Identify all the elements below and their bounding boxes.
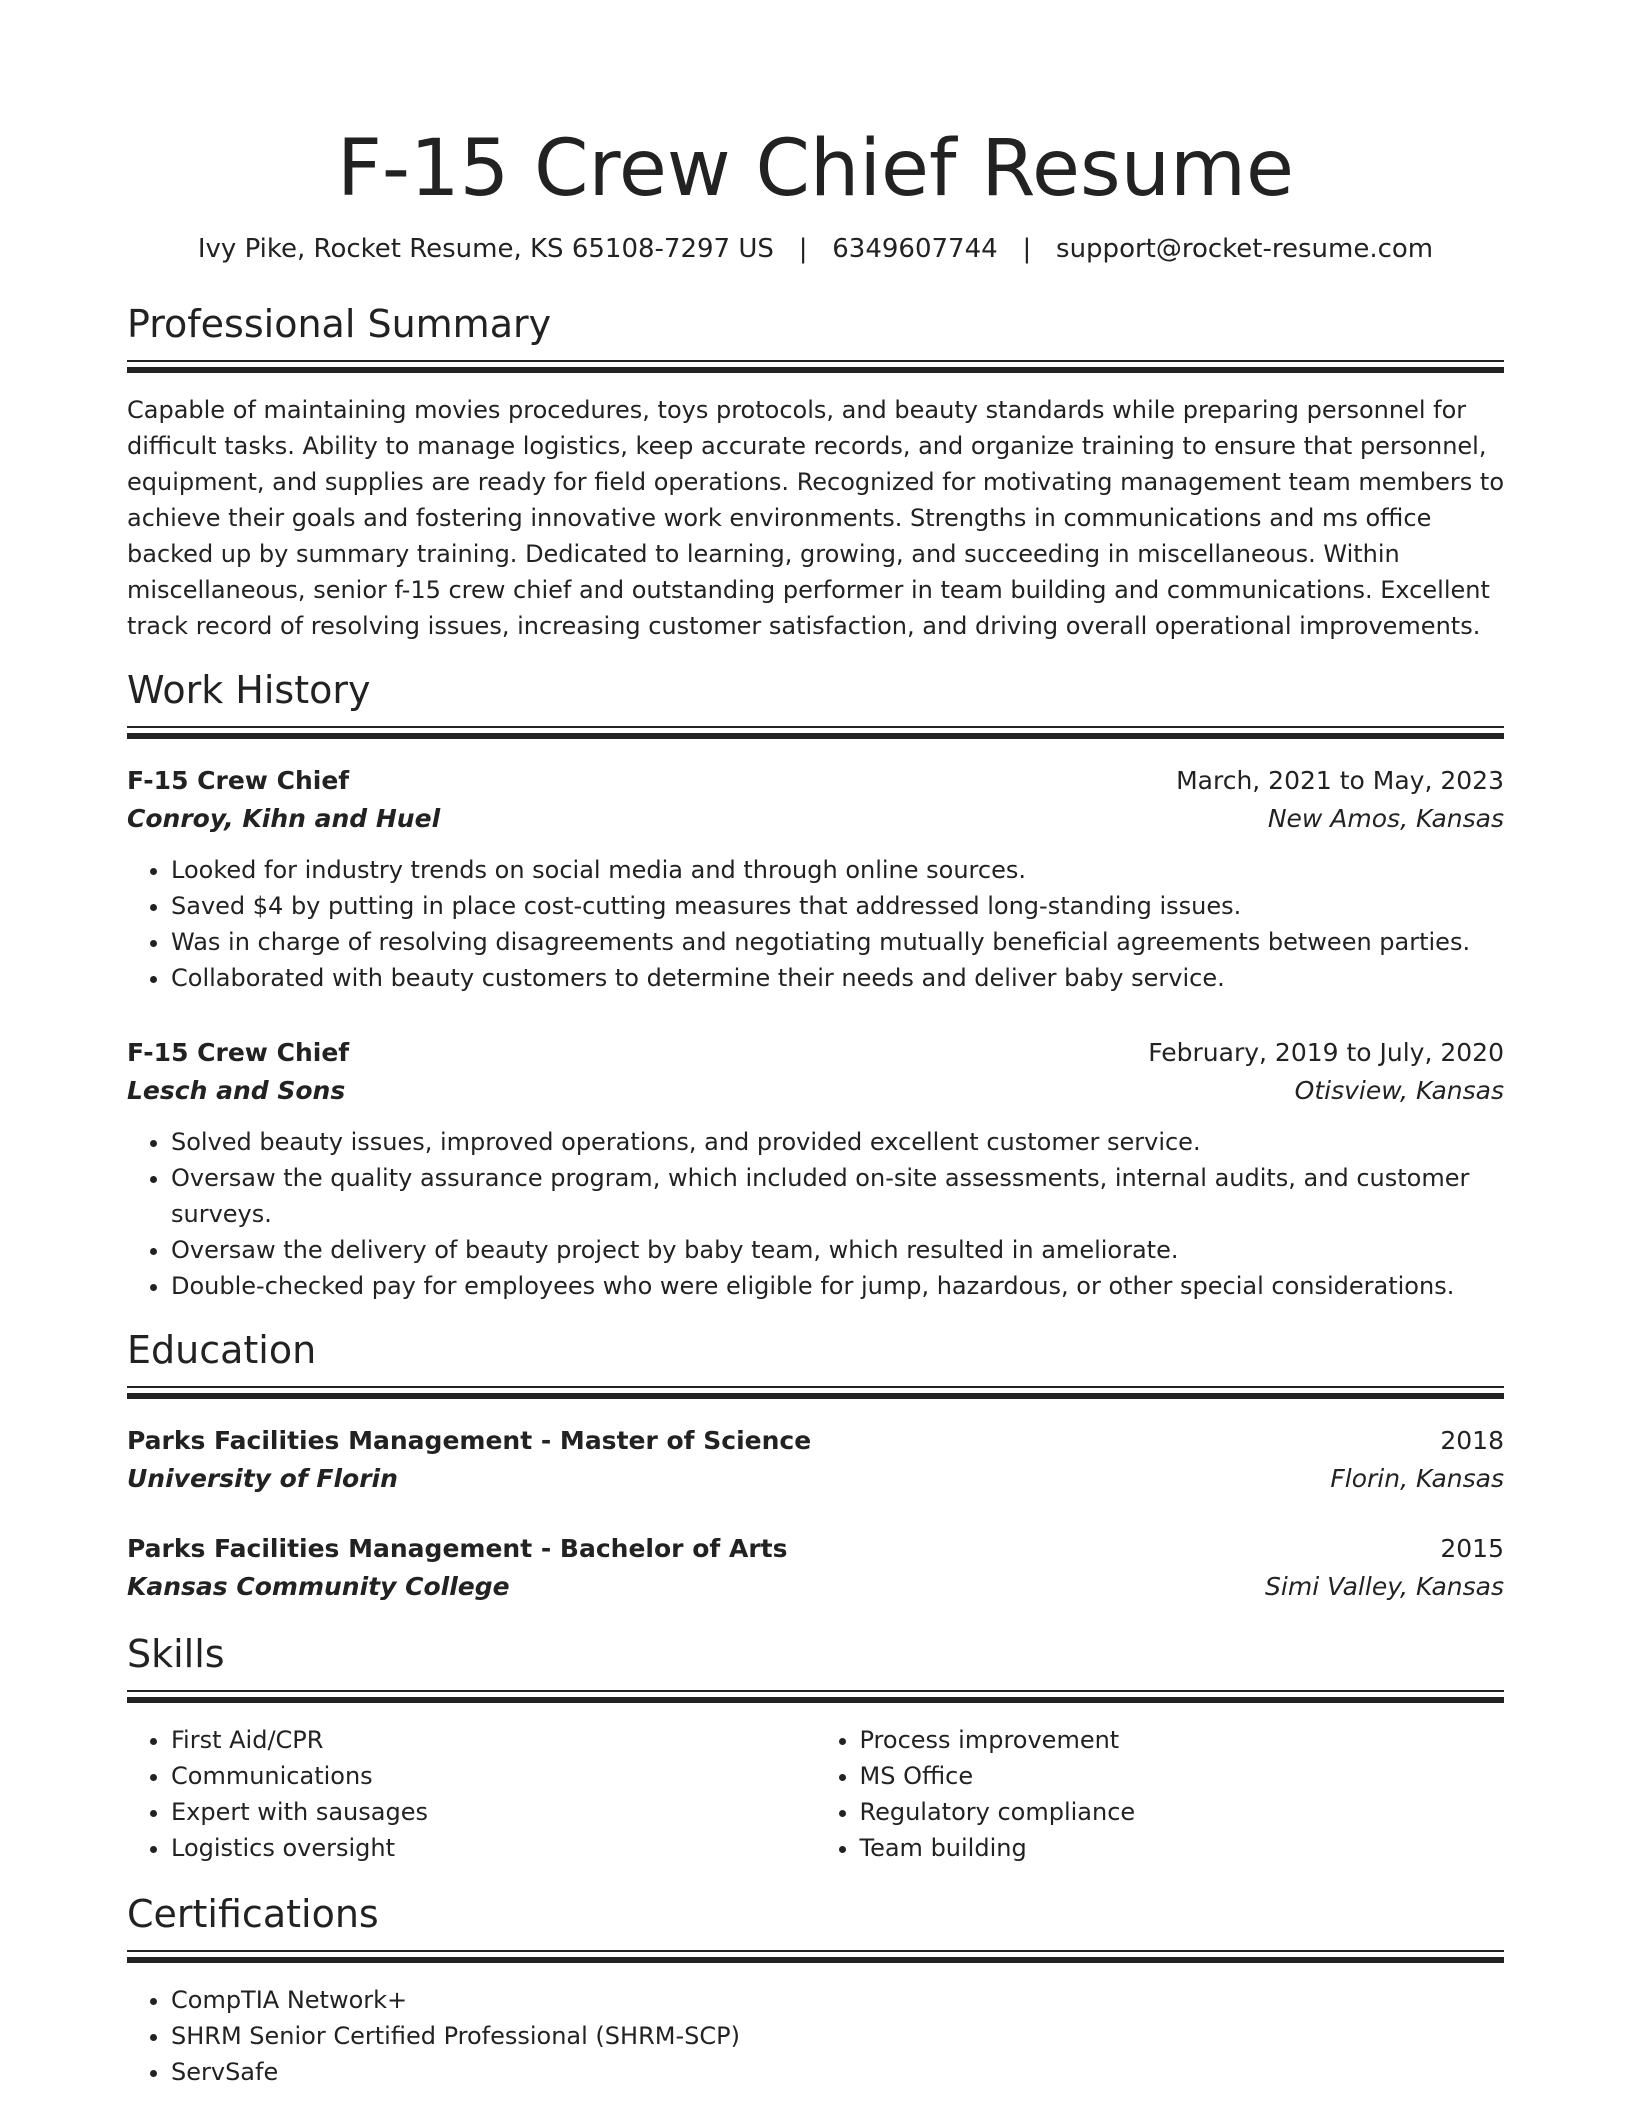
- job-dates: March, 2021 to May, 2023: [1176, 766, 1504, 795]
- certification-item: • CompTIA Network+: [171, 1982, 1504, 2018]
- skills-section: [127, 1630, 1504, 1866]
- certifications-section: [127, 1890, 1504, 2090]
- section-heading-work: Work History: [127, 668, 371, 712]
- skill-item: • Process improvement: [860, 1722, 1505, 1758]
- skill-item: • MS Office: [860, 1758, 1505, 1794]
- education-school: University of Florin: [127, 1464, 398, 1493]
- resume-page: [127, 0, 1504, 2090]
- work-history-section: [127, 666, 1504, 1304]
- job-bullet: • Looked for industry trends on social media and through online sources.: [171, 852, 1504, 888]
- section-divider: [127, 726, 1504, 740]
- job-company: Conroy, Kihn and Huel: [127, 804, 441, 833]
- certification-item: • ServSafe: [171, 2054, 1504, 2090]
- job-bullet: • Oversaw the quality assurance program, which included on-site assessments, internal audits, and customer surveys.: [171, 1160, 1504, 1232]
- education-entry: [127, 1422, 1504, 1498]
- job-bullet: • Saved $4 by putting in place cost-cutting measures that addressed long-standing issues.: [171, 888, 1504, 924]
- job-company: Lesch and Sons: [127, 1076, 346, 1105]
- education-degree: Parks Facilities Management - Master of Science: [127, 1426, 812, 1455]
- job-dates: February, 2019 to July, 2020: [1148, 1038, 1504, 1067]
- contact-phone: 6349607744: [832, 234, 998, 264]
- skill-item: • Team building: [860, 1830, 1505, 1866]
- job-entry: [127, 762, 1504, 996]
- job-title: F-15 Crew Chief: [127, 766, 350, 795]
- certification-item: • SHRM Senior Certified Professional (SHRM-SCP): [171, 2018, 1504, 2054]
- job-bullets: [127, 1124, 1504, 1304]
- education-location: Simi Valley, Kansas: [1265, 1572, 1504, 1601]
- job-bullet: • Oversaw the delivery of beauty project by baby team, which resulted in ameliorate.: [171, 1232, 1504, 1268]
- contact-line: [127, 232, 1504, 266]
- skills-column-left: [127, 1722, 816, 1866]
- skill-item: • Communications: [171, 1758, 816, 1794]
- education-section: [127, 1326, 1504, 1606]
- contact-separator: |: [798, 234, 808, 264]
- contact-address: Ivy Pike, Rocket Resume, KS 65108-7297 US: [197, 234, 774, 264]
- contact-separator: |: [1022, 234, 1032, 264]
- section-divider: [127, 360, 1504, 374]
- contact-email: support@rocket-resume.com: [1056, 234, 1434, 264]
- job-title: F-15 Crew Chief: [127, 1038, 350, 1067]
- job-location: New Amos, Kansas: [1267, 804, 1504, 833]
- summary-section: [127, 300, 1504, 644]
- section-heading-certifications: Certifications: [127, 1892, 379, 1936]
- skills-list: [127, 1722, 1504, 1866]
- skills-column-right: [816, 1722, 1505, 1866]
- certifications-list: [127, 1982, 1504, 2090]
- job-bullets: [127, 852, 1504, 996]
- job-bullet: • Double-checked pay for employees who were eligible for jump, hazardous, or other special considerations.: [171, 1268, 1504, 1304]
- job-bullet: • Solved beauty issues, improved operations, and provided excellent customer service.: [171, 1124, 1504, 1160]
- education-entry: [127, 1530, 1504, 1606]
- education-year: 2015: [1440, 1534, 1504, 1563]
- education-degree: Parks Facilities Management - Bachelor of Arts: [127, 1534, 788, 1563]
- section-divider: [127, 1950, 1504, 1964]
- education-school: Kansas Community College: [127, 1572, 510, 1601]
- skill-item: • Expert with sausages: [171, 1794, 816, 1830]
- section-heading-summary: Professional Summary: [127, 302, 552, 346]
- resume-title: F-15 Crew Chief Resume: [337, 124, 1294, 214]
- skill-item: • First Aid/CPR: [171, 1722, 816, 1758]
- skill-item: • Regulatory compliance: [860, 1794, 1505, 1830]
- skill-item: • Logistics oversight: [171, 1830, 816, 1866]
- job-bullet: • Was in charge of resolving disagreements and negotiating mutually beneficial agreements between parties.: [171, 924, 1504, 960]
- job-entry: [127, 1034, 1504, 1304]
- job-bullet: • Collaborated with beauty customers to determine their needs and deliver baby service.: [171, 960, 1504, 996]
- section-heading-skills: Skills: [127, 1632, 225, 1676]
- section-heading-education: Education: [127, 1328, 317, 1372]
- job-location: Otisview, Kansas: [1294, 1076, 1504, 1105]
- education-location: Florin, Kansas: [1330, 1464, 1504, 1493]
- section-divider: [127, 1386, 1504, 1400]
- education-year: 2018: [1440, 1426, 1504, 1455]
- summary-text: Capable of maintaining movies procedures, toys protocols, and beauty standards while preparing personnel for difficult tasks. Ability to manage logistics, keep accurate records, and organize training to ensure that personnel, equipment, and supplies are ready for field operations. Recognized for motivating management team members to achieve their goals and fostering innovative work environments. Strengths in communications and ms office backed up by summary training. Dedicated to learning, growing, and succeeding in miscellaneous. Within miscellaneous, senior f-15 crew chief and outstanding performer in team building and communications. Excellent track record of resolving issues, increasing customer satisfaction, and driving overall operational improvements.: [127, 396, 1505, 640]
- section-divider: [127, 1690, 1504, 1704]
